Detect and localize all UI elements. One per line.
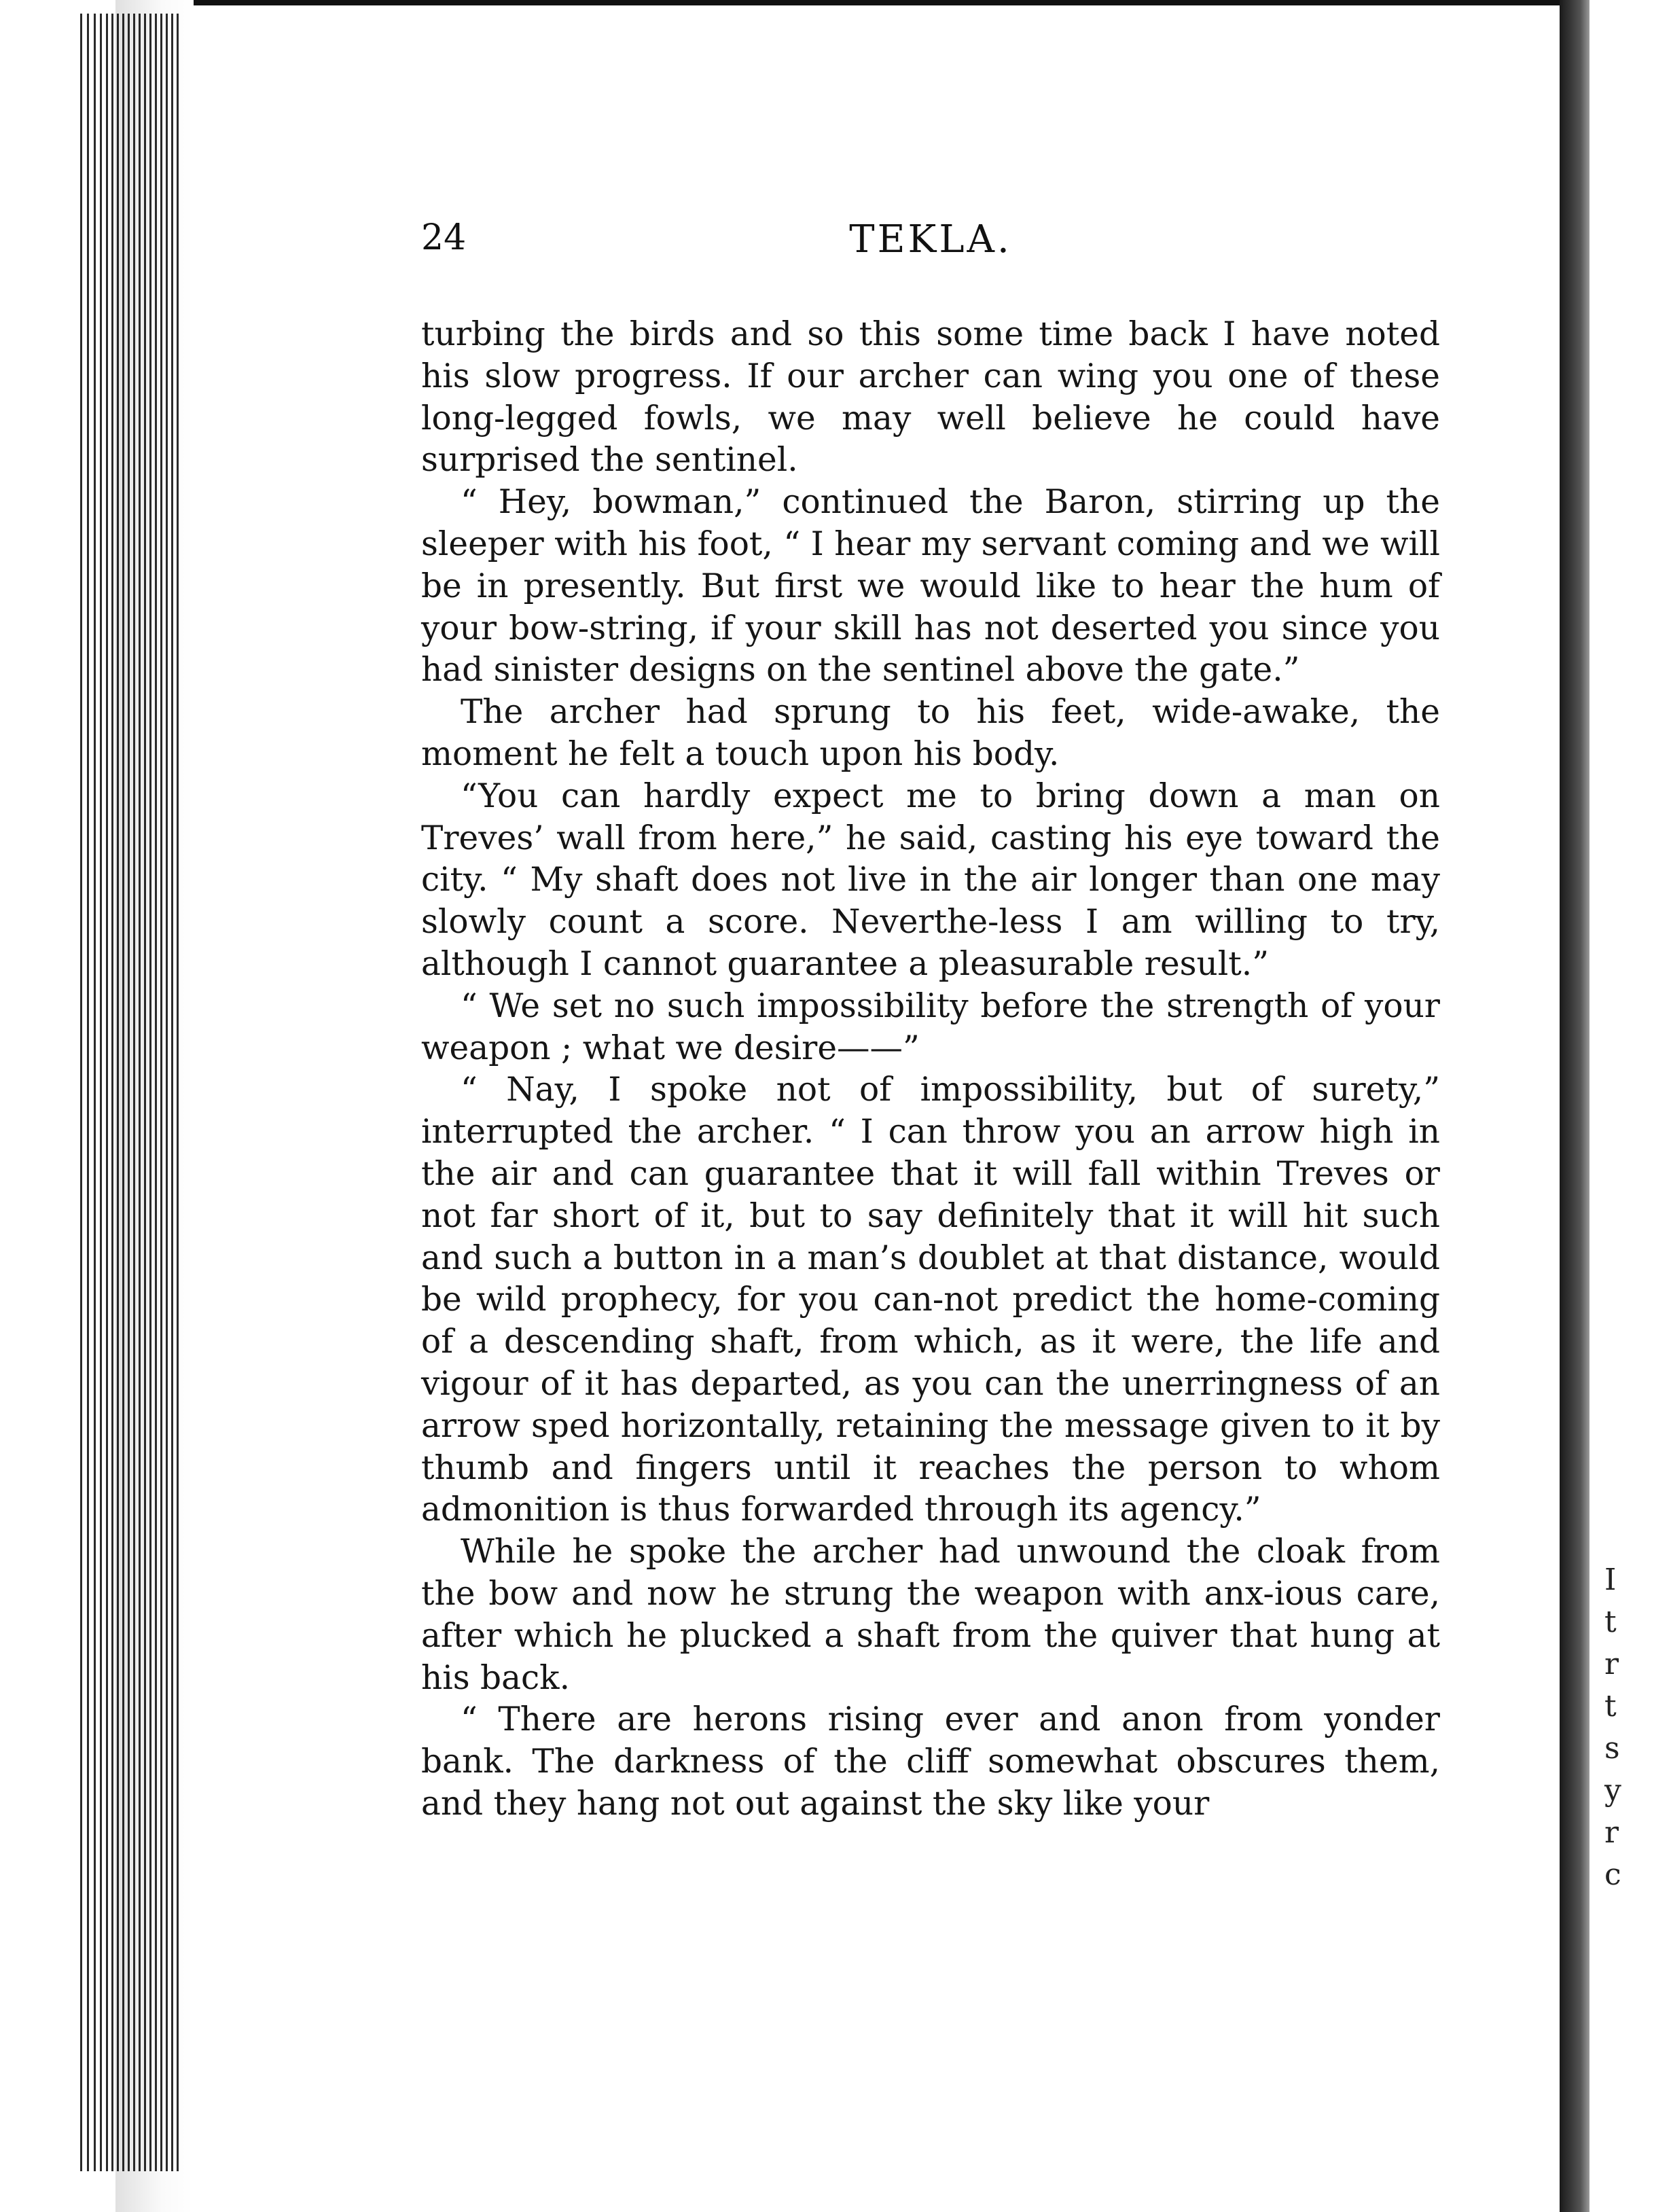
book-page xyxy=(421,217,1440,1825)
facing-fragment: t xyxy=(1604,1689,1617,1724)
running-title: TEKLA. xyxy=(849,217,1012,262)
facing-fragment: c xyxy=(1604,1857,1621,1892)
facing-fragment: s xyxy=(1604,1731,1620,1766)
paragraph: The archer had sprung to his feet, wide-awake, the moment he felt a touch upon his body. xyxy=(421,693,1440,773)
page-header xyxy=(421,217,1440,279)
paragraph: “ We set no such impossibility before the strength of your weapon ; what we desire——” xyxy=(421,986,1440,1067)
facing-fragment: t xyxy=(1604,1605,1617,1639)
facing-page-edge xyxy=(1589,0,1671,2212)
stacked-page-edges xyxy=(0,0,194,2212)
book-binding-shadow xyxy=(1560,0,1589,2212)
facing-fragment: y xyxy=(1604,1773,1621,1808)
page-number: 24 xyxy=(421,217,467,258)
paragraph: turbing the birds and so this some time back I have noted his slow progress. If our archer can wing you one of these long-legged fowls, we may well believe he could have surprised the sentinel. xyxy=(421,315,1440,480)
facing-fragment: r xyxy=(1604,1815,1619,1850)
paragraph: “ There are herons rising ever and anon from yonder bank. The darkness of the cliff somewhat obscures them, and they hang not out against the sky like your xyxy=(421,1700,1440,1823)
page-top-edge xyxy=(0,0,1562,5)
paragraph: “ Nay, I spoke not of impossibility, but of surety,” interrupted the archer. “ I can throw you an arrow high in the air and can guarantee that it will fall within Treves or not far short of it, but to say definitely that it will hit such and such a button in a man’s doublet at that distance, would be wild prophecy, for you can-not predict the home-coming of a descending shaft, from which, as it were, the life and vigour of it has departed, as you can the unerringness of an arrow sped horizontally, retaining the message given to it by thumb and fingers until it reaches the person to whom admonition is thus forwarded through its agency.” xyxy=(421,1071,1440,1529)
paragraph: “You can hardly expect me to bring down a man on Treves’ wall from here,” he said, casting his eye toward the city. “ My shaft does not live in the air longer than one may slowly count a score. Neverthe-less I am willing to try, although I cannot guarantee a pleasurable result.” xyxy=(421,777,1440,983)
facing-fragment: I xyxy=(1604,1563,1617,1597)
body-text xyxy=(421,314,1440,1825)
facing-fragment: r xyxy=(1604,1647,1619,1681)
paragraph: “ Hey, bowman,” continued the Baron, stirring up the sleeper with his foot, “ I hear my servant coming and we will be in presently. But first we would like to hear the hum of your bow-string, if your skill has not deserted you since you had sinister designs on the sentinel above the gate.” xyxy=(421,483,1440,690)
paragraph: While he spoke the archer had unwound the cloak from the bow and now he strung the weapon with anx-ious care, after which he plucked a shaft from the quiver that hung at his back. xyxy=(421,1533,1440,1697)
